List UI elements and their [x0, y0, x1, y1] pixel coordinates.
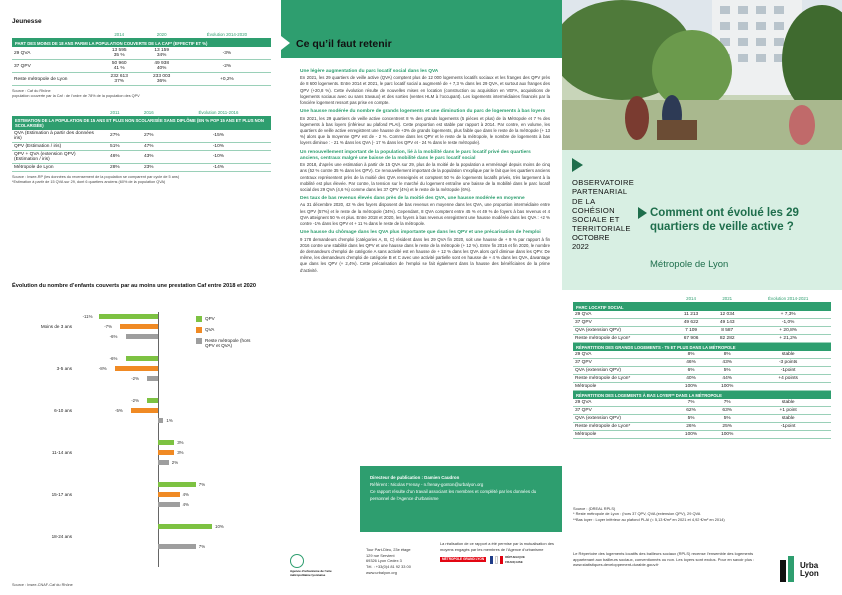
table-cell: 5% [709, 415, 745, 423]
table-cell: 7% [673, 399, 709, 407]
section-band: PARC LOCATIF SOCIAL [573, 303, 831, 312]
data-label: 10% [215, 523, 224, 529]
youth-band: PART DES MOINS DE 18 ANS PARMI LA POPULATION COUVERTE DE LA CAF* (EFFECTIF ET %) [12, 39, 271, 48]
chart-bar [158, 450, 174, 455]
block-text: En 2018, d’après une estimation à partir de 15 QVA sur 29, plus de la moitié de la population a emménagé depuis moins de cinq ans (52 % contre 35 % dans les QPV). Ce renouvellement important de la population s’explique par le fait que les quartiers anciens centraux représentent près de la moitié des QVA renseignés et comptent 50 % de logements locatifs privés, très largement à la mobilité est plus élevée. Par contre, la tension sur le marché du logement entraîne une baisse de la mobilité dans le parc locatif social des 29 QVA (4,6 %) comme dans les 37 QPV (4%) et le reste de la métropole (6%). [300, 162, 550, 192]
schooling-band: ESTIMATION DE LA POPULATION DE 15 ANS ET PLUS NON SCOLARISÉE SANS DIPLÔME (EN % POP 15 ANS ET PLUS NON SCOLARISÉE) [12, 116, 271, 130]
col-2020: 2020 [140, 31, 182, 39]
page-title: Comment ont évolué les 29 quartiers de veille active ? [650, 207, 799, 234]
table-row [573, 311, 831, 319]
chart-bar [158, 492, 180, 497]
category-label: Moins de 3 ans [40, 324, 72, 329]
table-cell: 6% [673, 367, 709, 375]
table-cell: stable [745, 399, 831, 407]
table-cell: 49 143 [709, 319, 745, 327]
table-row [573, 359, 831, 367]
data-label: -5% [115, 407, 123, 413]
table-cell: -3 points [745, 359, 831, 367]
table-cell: +1 point [745, 407, 831, 415]
table-row [573, 431, 831, 439]
data-label: -7% [104, 323, 112, 329]
data-label: 2% [171, 459, 179, 465]
table-cell: 100% [709, 383, 745, 391]
address-block: Tour Part-Dieu, 23e étage 129 rue Servient 69326 Lyon Cedex 3 Tél. : +33(0)4 81 92 33 00 www.urbalyon.org [366, 547, 411, 575]
legend-item-qpv: QPV [196, 316, 255, 322]
table-cell: + 21,2% [745, 335, 831, 343]
publication-box: Directeur de publication : Damien Caudron Référent : Nicolas Frenay - n.frenay-gonton@urbalyon.org Ce rapport résulte d’un travail associant les membres et complété par les données du personnel de l’Agence d’urbanisme [360, 466, 562, 532]
table-row [573, 407, 831, 415]
table-row: QVA (Estimation à partir des données iris) 27% 27% -15% [12, 130, 271, 143]
chart-bar [158, 524, 212, 529]
rpls-note: Le Répertoire des logements locatifs des bailleurs sociaux (RPLS) recense l’ensemble des logements appartenant aux bailleurs sociaux, conventionnés ou non. Les loyers sont exclus. Pour en savoir plus : www.statistiques.developpement-durable.gouv.fr [573, 551, 755, 568]
data-label: -2% [131, 375, 139, 381]
table-cell: 29 QVA [573, 399, 673, 407]
data-label: 7% [198, 543, 206, 549]
chart-bar [99, 314, 158, 319]
table-cell: Reste métropole de Lyon* [573, 335, 673, 343]
table-cell: 44% [709, 375, 745, 383]
chart-bar [147, 398, 158, 403]
block-heading: Un renouvellement important de la population, lié à la mobilité dans le parc locatif privé des quartiers anciens, centraux malgré une baisse de la mobilité dans le parc locatif social [300, 149, 531, 161]
funding-note: La réalisation de ce rapport a été permise par la mutualisation des moyens engagés par les membres de l’Agence d’urbanisme MÉTROPOLE GRAND LYON RÉPUBLIQUE FRANÇAISE [440, 541, 554, 564]
chart-legend [196, 316, 255, 353]
table-row: QPV + QVA (extension QPV) (Estimation / iris) 46% 43% -10% [12, 150, 271, 163]
chart-bar [158, 440, 174, 445]
table-cell: 82 282 [709, 335, 745, 343]
table-row: Reste métropole de Lyon 232 613 37% 233 003 36% +0,2% [12, 73, 271, 86]
category-label: 15-17 ans [51, 492, 72, 497]
block-heading: Une hausse du chômage dans les QVA plus importante que dans les QPV et une précarisation de l’emploi [300, 230, 541, 236]
data-label: -8% [98, 365, 107, 371]
table-row [573, 399, 831, 407]
block-heading: Une hausse modérée du nombre de grands logements et une diminution du parc de logements à bas loyers [300, 109, 546, 115]
category-label: 11-14 ans [51, 450, 72, 455]
data-label: -11% [82, 313, 93, 319]
youth-title: Jeunesse [12, 18, 42, 25]
table-row [573, 327, 831, 335]
agency-logo: Agence d’urbanisme de l’aire métropolitaine lyonnaise [290, 554, 346, 577]
data-label: 4% [182, 491, 189, 497]
table-cell: 5% [673, 415, 709, 423]
table-cell: 26% [673, 423, 709, 431]
observatory-label: OBSERVATOIRE PARTENARIAL DE LA COHÉSION SOCIALE ET TERRITORIALE [572, 178, 635, 234]
table-cell: Reste métropole de Lyon* [573, 423, 673, 431]
category-label: 3-5 ans [56, 366, 72, 371]
table-row: QPV (Estimation / iris) 51% 47% -10% [12, 142, 271, 150]
table-cell: + 20,8% [745, 327, 831, 335]
table-cell: 7 109 [673, 327, 709, 335]
block-text: En 2021, les 29 quartiers de veille active (QVA) comptent plus de 12 000 logements locatifs sociaux et les franges des QPV près de 8 600 logements. Entre 2014 et 2021, le parc locatif social a augmenté de + 7,3 % dans les 29 QVA, et surtout aux franges des QPV (+20,8 %). Cette évolution résulte de nouvelles mises en location (construction ou acquisition en VEFA, acquisitions de logements sociaux avec ou sans travaux) et des sorties (ventes HLM à l’occupant). Les logements intermédiaires financés par la foncière logement ressort pas prise en compte. [300, 75, 550, 106]
table-cell: + 7,3% [745, 311, 831, 319]
table-cell: 100% [709, 431, 745, 439]
table-cell: 12 034 [709, 311, 745, 319]
table-cell: 37 QPV [573, 319, 673, 327]
legend-item-reste: Reste métropole (hors QPV et QVA) [196, 338, 255, 348]
chart-bar [158, 544, 196, 549]
table-cell: Reste métropole de Lyon* [573, 375, 673, 383]
youth-table [12, 31, 271, 86]
table-cell [745, 383, 831, 391]
section-band: RÉPARTITION DES GRANDS LOGEMENTS - T5 ET PLUS DANS LA MÉTROPOLE [573, 343, 831, 352]
block-text: Au 31 décembre 2020, 42 % des foyers disposent de bas revenus en moyenne dans les QVA, une proportion intermédiaire entre les QPV (57%) et le reste de la métropole (34%). Cependant, 8 QVA comptent entre 45 % et 49 % de foyers à bas revenus et 4 QVA atteignent 50 % et plus. Entre 2018 et 2020, les foyers à bas revenus enregistrent une hausse modérée dans les QVA : +2 % contre -1% dans les QPV et + 11 % dans le reste de la métropole. [300, 202, 550, 227]
data-label: -2% [131, 397, 139, 403]
block-heading: Des taux de bas revenus élevés dans près de la moitié des QVA, une hausse modérée en moyenne [300, 196, 525, 202]
col-evol: Évolution 2014-2020 [183, 31, 271, 39]
table-cell: -1point [745, 423, 831, 431]
table-cell: 49 622 [673, 319, 709, 327]
table-row [573, 319, 831, 327]
table-row: 37 QPV 50 960 41 % 49 938 40% -2% [12, 60, 271, 73]
table-row [573, 423, 831, 431]
table-cell: -1,0% [745, 319, 831, 327]
section-band: RÉPARTITION DES LOGEMENTS À BAS LOYER** DANS LA MÉTROPOLE [573, 391, 831, 400]
table-cell: 63% [709, 407, 745, 415]
table-cell: QVA (extension QPV) [573, 327, 673, 335]
agency-logo-icon [290, 554, 304, 568]
publication-date: OCTOBRE 2022 [572, 233, 610, 252]
chart-bar [158, 502, 180, 507]
data-label: -6% [109, 333, 118, 339]
table-cell: stable [745, 415, 831, 423]
table-cell: QVA (extension QPV) [573, 367, 673, 375]
republique-logo: RÉPUBLIQUE FRANÇAISE [490, 555, 535, 564]
table-cell: 8% [673, 351, 709, 359]
table-cell: 40% [673, 375, 709, 383]
key-points-title: Ce qu’il faut retenir [296, 38, 392, 50]
housing-source: Source : (DREAL RPLS) * Reste métropole de Lyon : (hors 37 QPV, QVA (extension QPV), 29 QVA **Bas loyer : Loyer inférieur au plafond PLAI (< 5,13 €/m² en 2021 et 4,92 €/m² en 2014) [573, 506, 725, 522]
page-subtitle: Métropole de Lyon [650, 259, 729, 270]
chart-bar [131, 408, 158, 413]
table-cell: 62% [673, 407, 709, 415]
table-row: Métropole de Lyon 28% 23% -14% [12, 163, 271, 171]
data-label: -6% [109, 355, 118, 361]
cover-photo [562, 0, 842, 150]
table-row [573, 375, 831, 383]
key-points-body [300, 66, 550, 276]
legend-swatch [196, 338, 202, 344]
table-cell: 29 QVA [573, 311, 673, 319]
table-cell: 37 QPV [573, 407, 673, 415]
chart-bar [158, 460, 169, 465]
observatory-arrow-icon [572, 158, 583, 172]
youth-source: Source : Caf du Rhône population couverte par la Caf : de l’ordre de 78% de la population des QPV [12, 89, 140, 98]
housing-table-wrap [573, 295, 831, 439]
chart-bar [120, 324, 158, 329]
table-cell: 37 QPV [573, 359, 673, 367]
category-label: 18-24 ans [51, 534, 72, 539]
schooling-table: 2011 2016 Évolution 2011-2016 ESTIMATION DE LA POPULATION DE 15 ANS ET PLUS NON SCOLARISÉE SANS DIPLÔME (EN % POP 15 ANS ET PLUS NON SCOLARISÉE) QVA (Estimation à partir des données iris) 27% 27% -15% QPV (Estimation / iris) 51% 47% -10% QPV + QVA (extension QPV) (Estimation / iris) 46% 43% -10% Métropole de Lyon 28% 23% -14% [12, 109, 271, 172]
table-cell: 8% [709, 351, 745, 359]
data-label: 3% [177, 449, 184, 455]
block-heading: Une légère augmentation du parc locatif social dans les QVA [300, 69, 439, 74]
housing-table: 2014 2021 Évolution 2014-2021 PARC LOCATIF SOCIAL 29 QVA 11 213 12 034 + 7,3% 37 QPV 49 622 49 143 -1,0% QVA (extension QPV) 7 109 8 587 + 20,8% Reste métropole de Lyon* 67 906 82 282 + 21,2% RÉPARTITION DES GRANDS LOGEMENTS - T5 ET PLUS DANS LA MÉTROPOLE 29 QVA 8% 8% stable 37 QPV 46% 43% -3 points QVA (extension QPV) 6% 5% -1point Reste métropole de Lyon* 40% 44% +4 points Métropole 100% 100% RÉPARTITION DES LOGEMENTS À BAS LOYER** DANS LA MÉTROPOLE 29 QVA 7% 7% stable 37 QPV 62% 63% +1 point QVA (extension QPV) 5% 5% stable Reste métropole de Lyon* 26% 25% -1point Métropole 100% 100% [573, 295, 831, 439]
table-cell: 100% [673, 383, 709, 391]
table-row [573, 351, 831, 359]
table-cell [745, 431, 831, 439]
table-cell: 25% [709, 423, 745, 431]
header-arrow-icon [281, 36, 290, 50]
block-text: 9 178 demandeurs d’emploi (catégories A, B, C) résident dans les 29 QVA fin 2020, soit une hausse de + 9 % par rapport à fin 2016 contre une stabilité dans les QPV et une hausse dans le reste de la métropole (+ 12 %). Entre fin 2016 et fin 2020, le nombre de demandeurs d’emploi de catégorie A sans activité est en hausse de + 12 % dans les QVA alors qu’il diminue dans les QPV. De même, les demandeurs d’emploi de catégorie B et C avec une activité partielle sont en hausse de + 4 % dans les QVA, davantage que dans les QPV (+ 2,4%). Cette précarisation de l’emploi se fait également dans la hausse des bénéficiaires de la prime d’activité. [300, 236, 550, 273]
block-text: En 2021, les 29 quartiers de veille active concentrent 8 % des grands logements (5 pièces et plus) de la Métropole et 7 % des logements à bas loyers (inférieur au plafond PLAI). Cette proportion est stable par rapport à 2014. Par contre, en volume, les quartiers de veille active enregistrent une hausse de +3% de grands logements, plus faible que dans le reste de la métropole (+ 13 %) alors que la moyenne QPV est de - 2 %. Comme dans les QPV et le reste de la métropole, le nombre de logements à bas loyers diminue : - 21 % dans les QVA (- 17 % dans les QPV et - 24 % dans le reste métropole). [300, 115, 550, 146]
section-band-row [573, 343, 831, 352]
legend-item-qva: QVA [196, 327, 255, 333]
table-row: 29 QVA 13 595 35 % 13 159 34% -3% [12, 47, 271, 60]
data-label: 4% [182, 501, 189, 507]
chart-bar [126, 334, 158, 339]
data-label: 7% [198, 481, 206, 487]
chart-bar [158, 418, 163, 423]
table-cell: 46% [673, 359, 709, 367]
legend-swatch [196, 327, 202, 333]
legend-swatch [196, 316, 202, 322]
table-row [573, 367, 831, 375]
cover-photo-illustration [562, 0, 842, 150]
section-band-row [573, 391, 831, 400]
table-row [573, 415, 831, 423]
chart-bar [147, 376, 158, 381]
data-label: 1% [166, 417, 173, 423]
table-cell: 43% [709, 359, 745, 367]
table-row [573, 383, 831, 391]
table-cell: 8 587 [709, 327, 745, 335]
chart-bar [158, 482, 196, 487]
table-cell: QVA (extension QPV) [573, 415, 673, 423]
table-row [573, 335, 831, 343]
category-label: 6-10 ans [54, 408, 72, 413]
table-cell: 29 QVA [573, 351, 673, 359]
table-cell: 100% [673, 431, 709, 439]
table-cell: stable [745, 351, 831, 359]
section-band-row [573, 303, 831, 312]
chart-bar [126, 356, 158, 361]
data-label: 3% [177, 439, 184, 445]
schooling-source: Source : Insee-RP (les données du recensement de la population se comparent par cycle de 5 ans) *Estimation à partir de 15 QVA sur 29, dont 6 quartiers anciens (60% de la population QVA) [12, 174, 180, 184]
metropole-logo: MÉTROPOLE GRAND LYON [442, 556, 485, 561]
urbalyon-logo: Urba Lyon [778, 550, 828, 588]
chart-bar [115, 366, 158, 371]
table-cell: -1point [745, 367, 831, 375]
table-cell: 67 906 [673, 335, 709, 343]
title-arrow-icon [638, 207, 647, 219]
table-cell: Métropole [573, 431, 673, 439]
table-cell: +4 points [745, 375, 831, 383]
col-2014: 2014 [98, 31, 140, 39]
table-cell: 5% [709, 367, 745, 375]
chart-title: Évolution du nombre d’enfants couverts par au moins une prestation Caf entre 2018 et 2020 [12, 283, 257, 289]
table-cell: 11 213 [673, 311, 709, 319]
urbalyon-logo-icon [778, 554, 798, 584]
table-cell: 7% [709, 399, 745, 407]
chart-source: Source : Insee-CNAF-Caf du Rhône [12, 583, 73, 587]
table-cell: Métropole [573, 383, 673, 391]
